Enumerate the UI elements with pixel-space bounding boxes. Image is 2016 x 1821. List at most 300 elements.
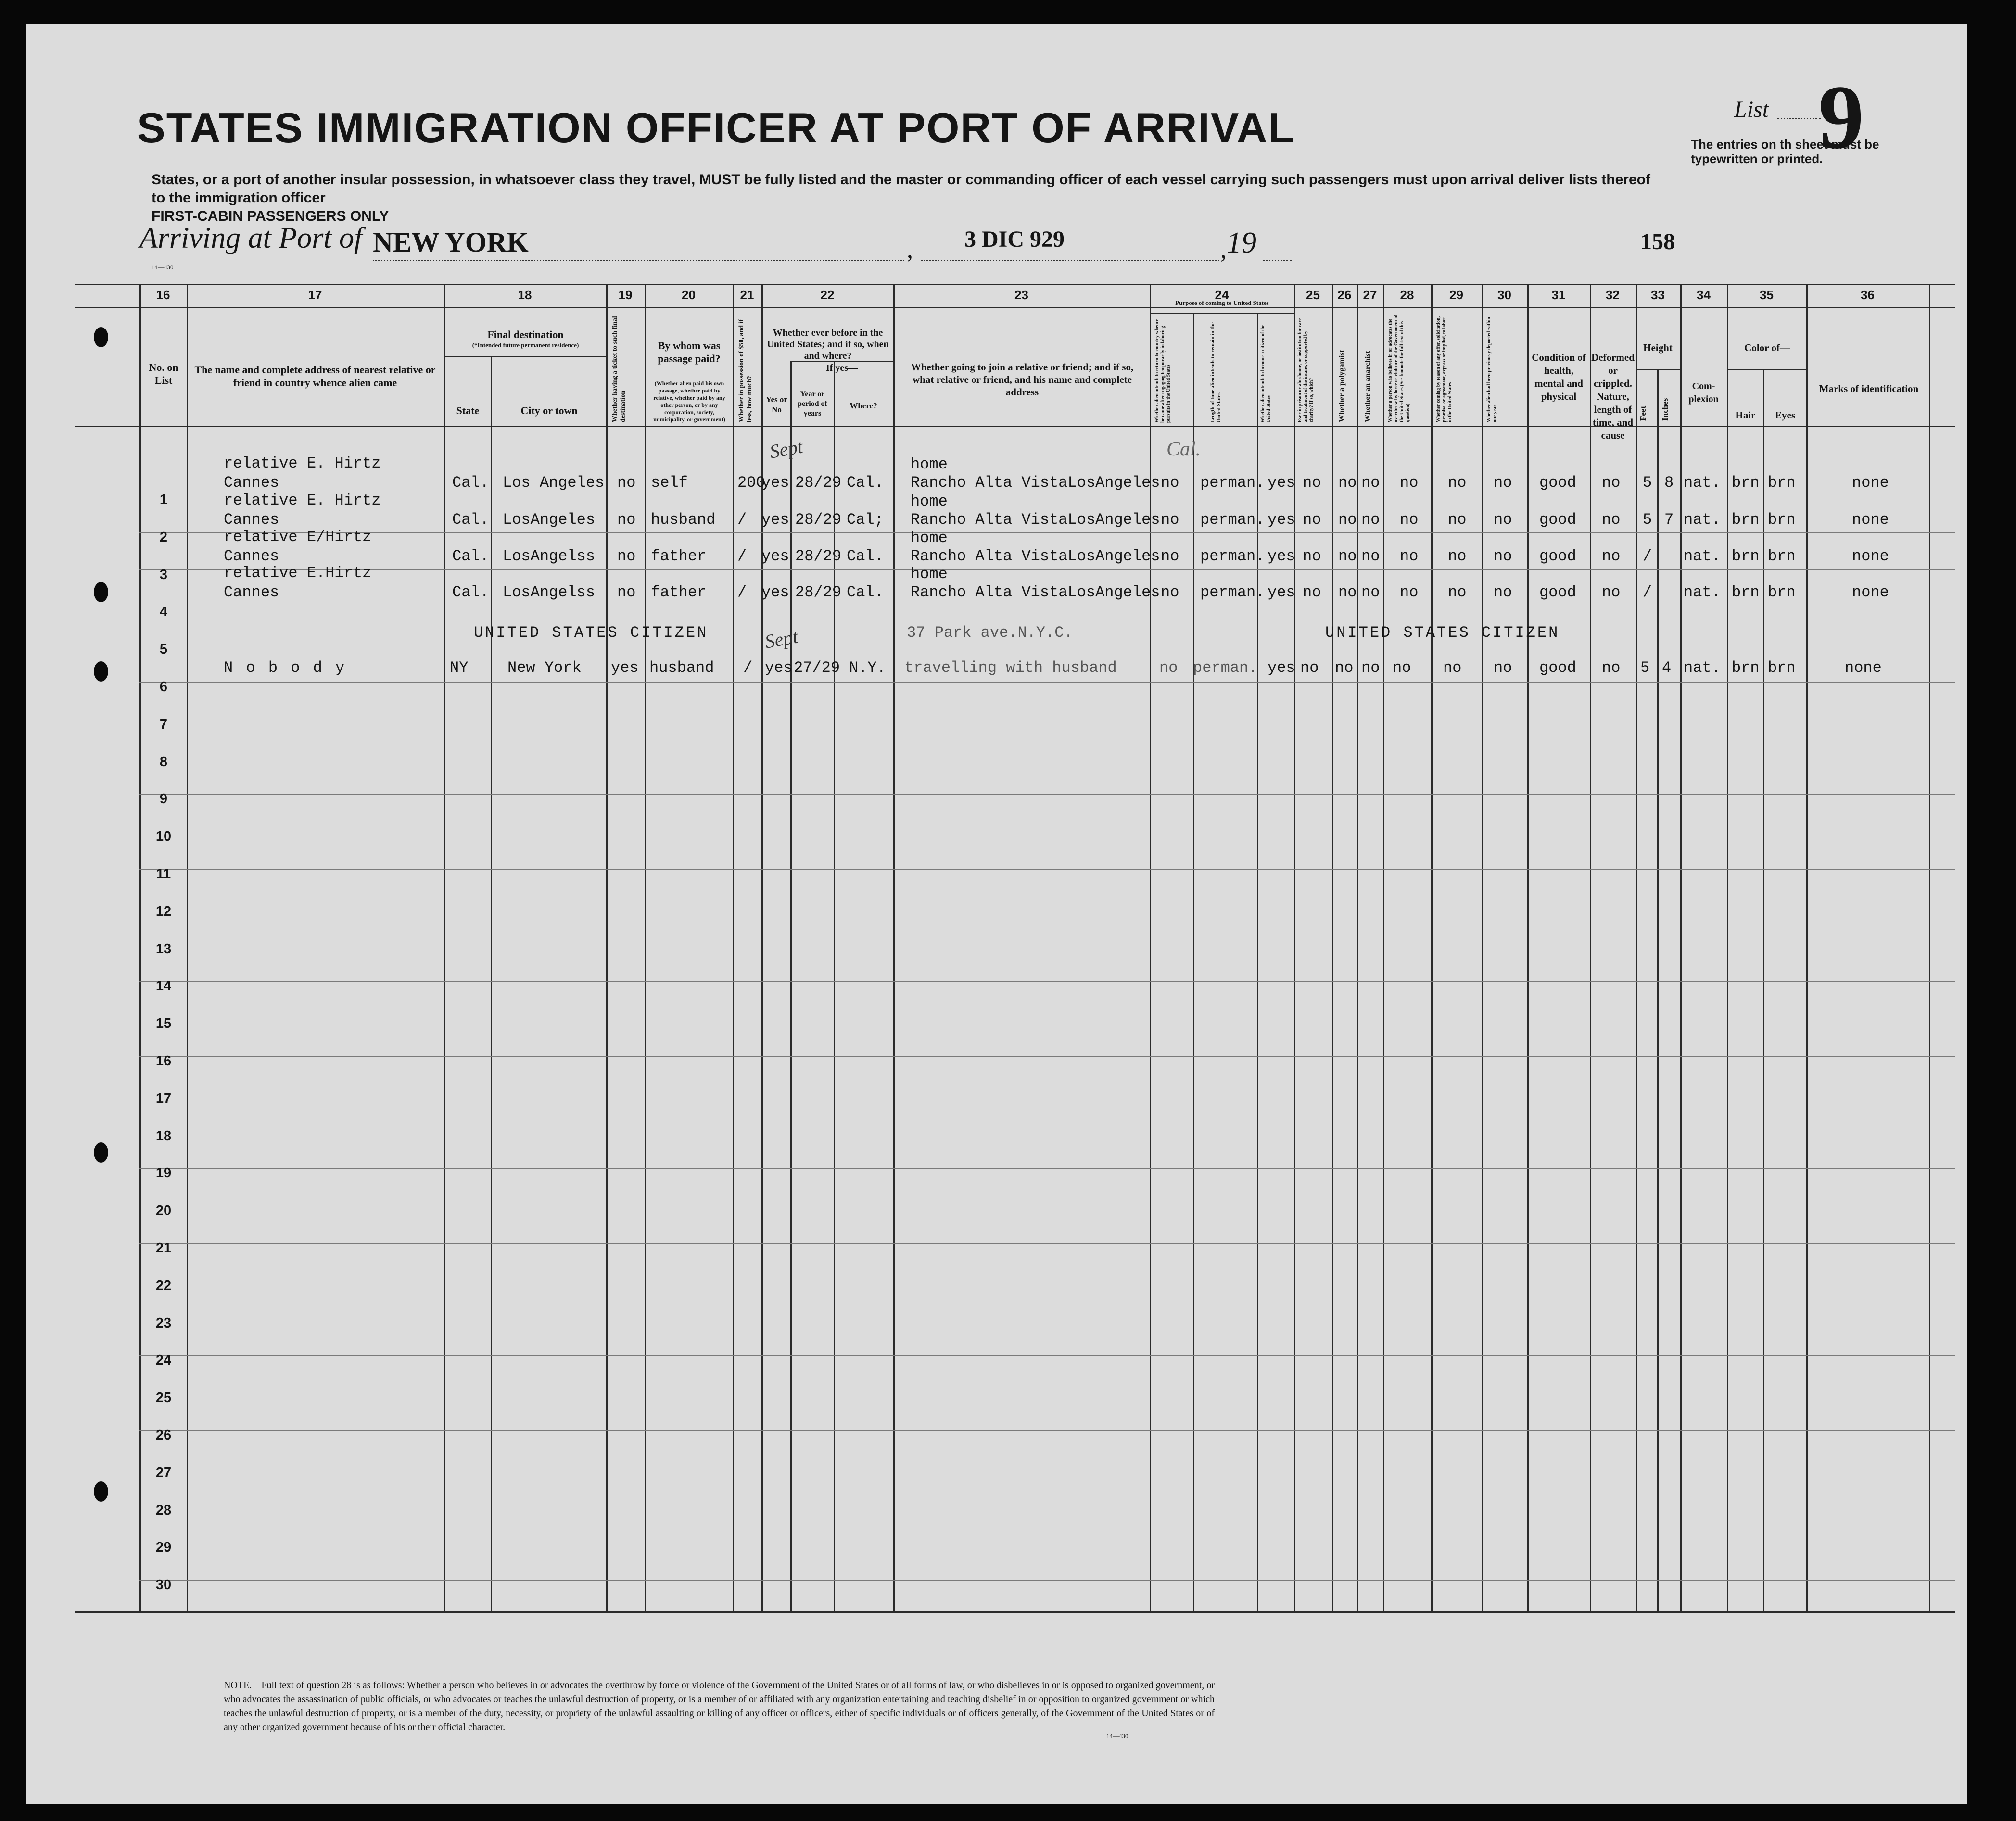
- header-height: Height: [1643, 342, 1673, 354]
- row6-inches: 4: [1662, 659, 1672, 677]
- column-number: 32: [1606, 288, 1620, 302]
- handwritten-cal: Cal.: [1166, 438, 1201, 460]
- header-feet-text: Feet: [1638, 405, 1648, 421]
- row1-passage: self: [651, 474, 688, 492]
- column-number: 18: [518, 288, 532, 302]
- row6-city: New York: [507, 659, 582, 677]
- row4-relative-2: Cannes: [224, 583, 279, 601]
- column-number: 31: [1551, 288, 1566, 302]
- row1-p-b: perman.: [1200, 474, 1265, 492]
- grid-line: [75, 1611, 1955, 1613]
- row1-anarchist: no: [1361, 474, 1380, 492]
- row1-polygamist: no: [1338, 474, 1357, 492]
- header-money-text: Whether in possession of $50, and if less, how much?: [738, 319, 753, 422]
- row3-marks: none: [1852, 547, 1889, 565]
- row2-eyes: brn: [1768, 511, 1796, 529]
- grid-line: [75, 284, 1955, 285]
- row1-q28: no: [1400, 474, 1419, 492]
- row1-feet: 5: [1643, 474, 1652, 492]
- row6-marks: none: [1845, 659, 1882, 677]
- row2-marks: none: [1852, 511, 1889, 529]
- row2-passage: husband: [651, 511, 716, 529]
- row3-relative-1: relative E/Hirtz: [224, 528, 372, 546]
- column-number: 29: [1449, 288, 1463, 302]
- row6-eyes: brn: [1768, 659, 1796, 677]
- row1-before: yes: [761, 474, 789, 492]
- row4-marks: none: [1852, 583, 1889, 601]
- row3-p-b: perman.: [1200, 547, 1265, 565]
- row1-year: 28/29: [795, 474, 842, 492]
- port-underline: [373, 260, 904, 261]
- row6-deformed: no: [1602, 659, 1621, 677]
- row-number: 11: [156, 866, 171, 882]
- row2-state: Cal.: [452, 511, 489, 529]
- header-before-us: Whether ever before in the United States; and if so, when and where?: [767, 328, 889, 361]
- header-purpose: Purpose of coming to United States: [1175, 299, 1269, 306]
- row-number: 1: [159, 492, 168, 507]
- header-q28-text: Whether a person who believes in or advocates the overthrow by force or violence of the Government of the United States (See footnote for full text of this question): [1388, 315, 1410, 422]
- row-number: 13: [155, 941, 172, 957]
- row2-feet: 5: [1643, 511, 1652, 529]
- row6-where: N.Y.: [849, 659, 886, 677]
- year-underline: [1263, 260, 1292, 261]
- header-nearest-relative: The name and complete address of nearest relative or friend in country whence alien came: [194, 364, 436, 389]
- row4-anarchist: no: [1361, 583, 1380, 601]
- row2-prison: no: [1303, 511, 1321, 529]
- row-line: [139, 1580, 1955, 1581]
- column-number: 22: [820, 288, 835, 302]
- row2-money: /: [737, 511, 747, 529]
- row1-complexion: nat.: [1684, 474, 1721, 492]
- row3-polygamist: no: [1338, 547, 1357, 565]
- row-number: 26: [155, 1428, 172, 1443]
- header-color-of: Color of—: [1744, 342, 1790, 354]
- header-purpose-a: [1154, 315, 1191, 425]
- header-feet: [1639, 373, 1656, 423]
- row1-where: Cal.: [847, 474, 884, 492]
- column-number: 17: [308, 288, 322, 302]
- row6-year: 27/29: [794, 659, 840, 677]
- row2-p-b: perman.: [1200, 511, 1265, 529]
- instructions-line-2: FIRST-CABIN PASSENGERS ONLY: [152, 208, 389, 224]
- grid-line: [1727, 369, 1806, 370]
- header-where: Where?: [850, 401, 877, 410]
- handwritten-sept-2: Sept: [763, 625, 800, 653]
- row2-year: 28/29: [795, 511, 842, 529]
- grid-line: [187, 284, 188, 1612]
- date-underline: [921, 260, 1219, 261]
- grid-line: [75, 426, 1955, 427]
- header-purpose-c-text: Whether alien intends to become a citizen of the United States: [1260, 324, 1271, 423]
- row4-join-2: Rancho Alta VistaLosAngeles: [911, 583, 1160, 601]
- header-join: Whether going to join a relative or friend; and if so, what relative or friend, and his name and complete address: [911, 361, 1134, 398]
- grid-line: [1257, 313, 1258, 1612]
- row4-state: Cal.: [452, 583, 489, 601]
- row4-q28: no: [1400, 583, 1419, 601]
- row4-hair: brn: [1732, 583, 1760, 601]
- row3-q28: no: [1400, 547, 1419, 565]
- binder-hole: [94, 1481, 108, 1502]
- column-number: 19: [618, 288, 633, 302]
- row-number: 10: [155, 829, 172, 844]
- row6-q28: no: [1393, 659, 1411, 677]
- header-no-on-list: No. on List: [149, 361, 178, 386]
- row1-p-a: no: [1161, 474, 1179, 492]
- row1-inches: 8: [1664, 474, 1674, 492]
- row3-money: /: [737, 547, 747, 565]
- header-yes-no: Yes or No: [766, 395, 787, 414]
- row2-before: yes: [761, 511, 789, 529]
- row-number: 8: [159, 754, 168, 770]
- grid-line: [606, 284, 608, 1612]
- row-line: [139, 794, 1955, 795]
- grid-line: [1929, 284, 1930, 1612]
- header-complexion: Com- plexion: [1688, 381, 1719, 405]
- header-ticket: [611, 313, 640, 426]
- row-number: 6: [159, 679, 168, 695]
- row1-city: Los Angeles: [503, 474, 605, 492]
- row2-polygamist: no: [1338, 511, 1357, 529]
- header-eyes: Eyes: [1775, 409, 1795, 421]
- grid-line: [1727, 284, 1728, 1612]
- row3-feet: /: [1643, 547, 1652, 565]
- row-number: 19: [155, 1165, 172, 1181]
- header-ticket-text: Whether having a ticket to such final destination: [611, 316, 627, 422]
- header-inches: [1661, 373, 1678, 423]
- row-number: 14: [155, 978, 172, 994]
- arrival-date-stamp: 3 DIC 929: [964, 227, 1065, 252]
- page-title: STATES IMMIGRATION OFFICER AT PORT OF ARRIVAL: [137, 104, 1295, 152]
- row2-q28: no: [1400, 511, 1419, 529]
- row3-complexion: nat.: [1684, 547, 1721, 565]
- header-health: Condition of health, mental and physical: [1532, 352, 1586, 402]
- row-number: 2: [159, 530, 168, 545]
- row-number: 20: [155, 1203, 172, 1218]
- header-money: [737, 313, 759, 426]
- header-polygamist: [1338, 313, 1355, 424]
- footer-note: NOTE.—Full text of question 28 is as follows: Whether a person who believes in or advocates the overthrow by force or violence of the Government of the United States or of all forms of law, or who disbelieves in or is opposed to organized government, or who advocates the assassination of public officials, or who advocates or teaches the unlawful destruction of property, or is a member of or affiliated with any organization entertaining and teaching disbelief in or opposition to organized government or which teaches the unlawful destruction of property, or is a member of the duty, necessity, or propriety of the unlawful assaulting or killing of any officer or officers, either of specific individuals or of officers generally, of the Government of the United States or of any other organized government because of his or their official character.: [224, 1680, 1215, 1732]
- column-number: 28: [1400, 288, 1414, 302]
- row5-citizen-right: UNITED STATES CITIZEN: [1325, 624, 1560, 642]
- row-number: 4: [159, 604, 168, 620]
- row1-q30: no: [1494, 474, 1512, 492]
- row1-deformed: no: [1602, 474, 1621, 492]
- row1-hair: brn: [1732, 474, 1760, 492]
- row3-hair: brn: [1732, 547, 1760, 565]
- row4-q29: no: [1448, 583, 1467, 601]
- row4-ticket: no: [617, 583, 636, 601]
- header-prison-text: Ever in prison or almshouse, or institution for care and treatment of the insane, or supported by charity? If so, which?: [1297, 318, 1314, 422]
- grid-line: [1636, 369, 1681, 370]
- row1-eyes: brn: [1768, 474, 1796, 492]
- header-marks: Marks of identification: [1819, 383, 1919, 394]
- row-line: [139, 569, 1955, 570]
- column-number: 26: [1337, 288, 1352, 302]
- header-q30: [1486, 313, 1525, 424]
- row4-year: 28/29: [795, 583, 842, 601]
- row4-city: LosAngelss: [503, 583, 596, 601]
- grid-line: [1482, 284, 1483, 1612]
- column-number: 30: [1497, 288, 1511, 302]
- header-q30-text: Whether alien had been previously deported within one year: [1486, 316, 1497, 422]
- row-line: [139, 1430, 1955, 1431]
- row3-join-2: Rancho Alta VistaLosAngeles: [911, 547, 1160, 565]
- row4-q30: no: [1494, 583, 1512, 601]
- row-number: 21: [155, 1240, 172, 1256]
- row1-relative-2: Cannes: [224, 474, 279, 492]
- arriving-label: Arriving at Port of: [139, 222, 363, 254]
- page-number: 158: [1640, 229, 1675, 254]
- grid-line: [1680, 284, 1682, 1612]
- grid-line: [1150, 313, 1294, 314]
- grid-line: [790, 361, 792, 1612]
- form-number: 14—430: [152, 264, 174, 271]
- row3-before: yes: [761, 547, 789, 565]
- grid-line: [1636, 284, 1637, 1612]
- row6-before: yes: [765, 659, 793, 677]
- header-state: State: [456, 405, 480, 417]
- column-number: 36: [1861, 288, 1875, 302]
- list-note: The entries on th sheet must be typewritten or printed.: [1691, 137, 1879, 166]
- row2-p-a: no: [1161, 511, 1179, 529]
- row5-citizen-left: UNITED STATES CITIZEN: [474, 624, 709, 642]
- binder-hole: [94, 582, 108, 602]
- row6-money: /: [743, 659, 753, 677]
- column-number: 25: [1306, 288, 1320, 302]
- binder-hole: [94, 661, 108, 682]
- header-anarchist: [1364, 313, 1381, 424]
- row2-relative-1: relative E. Hirtz: [224, 492, 381, 509]
- column-number: 23: [1014, 288, 1028, 302]
- row-line: [139, 532, 1955, 533]
- column-number: 21: [740, 288, 754, 302]
- row6-join: travelling with husband: [904, 659, 1117, 677]
- row6-ticket: yes: [611, 659, 639, 677]
- row6-q30: no: [1494, 659, 1512, 677]
- footer-form-number: 14—430: [1106, 1732, 1128, 1740]
- header-q29-text: Whether coming by reason of any offer, solicitation, promise, or agreement, express or implied, to labor in the United States: [1436, 316, 1453, 422]
- row4-deformed: no: [1602, 583, 1621, 601]
- header-year-period: Year or period of years: [798, 390, 827, 417]
- row2-inches: 7: [1664, 511, 1674, 529]
- row-line: [139, 1355, 1955, 1356]
- row-number: 17: [155, 1091, 172, 1106]
- row1-state: Cal.: [452, 474, 489, 492]
- header-passage-sub: (Whether alien paid his own passage, whether paid by relative, whether paid by any other person, or by any corporation, society, municipality, or government): [653, 380, 725, 423]
- row1-join-1: home: [911, 455, 948, 473]
- column-number: 27: [1363, 288, 1377, 302]
- row1-join-2: Rancho Alta VistaLosAngeles: [911, 474, 1160, 492]
- instructions-line-1: States, or a port of another insular possession, in whatsoever class they travel, MUST be fully listed and the master or commanding officer of each vessel carrying such passengers must upon arrival deliver lists thereof to the immigration officer: [152, 172, 1650, 206]
- instructions: [152, 171, 1667, 226]
- row3-ticket: no: [617, 547, 636, 565]
- row4-where: Cal.: [847, 583, 884, 601]
- row-number: 9: [159, 791, 168, 807]
- row1-q29: no: [1448, 474, 1467, 492]
- row2-city: LosAngeles: [503, 511, 596, 529]
- binder-hole: [94, 327, 108, 347]
- row4-prison: no: [1303, 583, 1321, 601]
- row6-hair: brn: [1732, 659, 1760, 677]
- header-final-destination: Final destination: [487, 329, 564, 341]
- grid-line: [1357, 284, 1358, 1612]
- row2-deformed: no: [1602, 511, 1621, 529]
- column-number: 35: [1760, 288, 1774, 302]
- row2-complexion: nat.: [1684, 511, 1721, 529]
- row4-join-1: home: [911, 565, 948, 583]
- row-number: 22: [155, 1278, 172, 1293]
- header-purpose-b: [1210, 315, 1248, 425]
- row1-health: good: [1539, 474, 1576, 492]
- row2-hair: brn: [1732, 511, 1760, 529]
- grid-line: [1806, 284, 1808, 1612]
- header-q29: [1436, 313, 1479, 424]
- row3-join-1: home: [911, 529, 948, 547]
- column-number: 20: [682, 288, 696, 302]
- row4-passage: father: [651, 583, 707, 601]
- row2-anarchist: no: [1361, 511, 1380, 529]
- row-line: [139, 1243, 1955, 1244]
- manifest-sheet: [26, 24, 1967, 1804]
- header-purpose-c: [1260, 315, 1292, 425]
- header-if-yes: If yes—: [825, 363, 858, 373]
- header-city: City or town: [520, 405, 578, 417]
- row5-address: 37 Park ave.N.Y.C.: [907, 624, 1073, 642]
- row-line: [139, 869, 1955, 870]
- grid-line: [893, 284, 895, 1612]
- comma-2: ,: [1220, 236, 1227, 264]
- column-number: 33: [1651, 288, 1665, 302]
- row-number: 29: [155, 1540, 172, 1555]
- row6-purpose-a: no: [1159, 659, 1178, 677]
- row1-ticket: no: [617, 474, 636, 492]
- row6-purpose-c: yes: [1268, 659, 1295, 677]
- row4-polygamist: no: [1338, 583, 1357, 601]
- grid-line: [1657, 370, 1659, 1612]
- handwritten-sept-1: Sept: [768, 435, 805, 463]
- header-polygamist-text: Whether a polygamist: [1338, 350, 1346, 422]
- header-purpose-b-text: Length of time alien intends to remain in the United States: [1210, 322, 1222, 423]
- row-number: 25: [155, 1390, 172, 1405]
- grid-line: [1431, 284, 1433, 1612]
- row-number: 30: [155, 1577, 172, 1593]
- header-purpose-a-text: Whether alien intends to return to country whence he came after engaging temporarily in laboring pursuits in the United States: [1154, 318, 1171, 423]
- row2-q30: no: [1494, 511, 1512, 529]
- row-line: [139, 682, 1955, 683]
- grid-line: [645, 284, 646, 1612]
- row3-passage: father: [651, 547, 707, 565]
- row6-relative: N o b o d y: [224, 659, 347, 677]
- row4-feet: /: [1643, 583, 1652, 601]
- year-prefix: 19: [1227, 227, 1256, 259]
- header-final-destination-sub: (*Intended future permanent residence): [472, 341, 579, 349]
- row3-relative-2: Cannes: [224, 547, 279, 565]
- row1-relative-1: relative E. Hirtz: [224, 455, 381, 472]
- row6-q29: no: [1443, 659, 1462, 677]
- port-of-arrival: NEW YORK: [373, 227, 529, 258]
- list-number: 9: [1818, 67, 1864, 168]
- column-number: 24: [1215, 288, 1229, 302]
- grid-line: [1193, 313, 1194, 1612]
- binder-hole: [94, 1142, 108, 1163]
- grid-line: [1332, 284, 1333, 1612]
- row-number: 12: [155, 904, 172, 919]
- row4-health: good: [1539, 583, 1576, 601]
- row6-purpose-b: perman.: [1193, 659, 1258, 677]
- row4-eyes: brn: [1768, 583, 1796, 601]
- row2-p-c: yes: [1268, 511, 1295, 529]
- row3-q29: no: [1448, 547, 1467, 565]
- list-label: List: [1734, 97, 1769, 122]
- row1-p-c: yes: [1268, 474, 1295, 492]
- row3-p-c: yes: [1268, 547, 1295, 565]
- row-line: [139, 981, 1955, 982]
- grid-line: [1383, 284, 1384, 1612]
- row3-where: Cal.: [847, 547, 884, 565]
- grid-line: [139, 284, 141, 1612]
- row1-marks: none: [1852, 474, 1889, 492]
- row-line: [139, 1168, 1955, 1169]
- header-hair: Hair: [1735, 409, 1756, 421]
- row2-ticket: no: [617, 511, 636, 529]
- header-deformed: Deformed or crippled. Nature, length of time, and cause: [1591, 352, 1635, 441]
- header-q28: [1388, 313, 1429, 424]
- row3-year: 28/29: [795, 547, 842, 565]
- header-anarchist-text: Whether an anarchist: [1364, 351, 1372, 422]
- row6-state: NY: [450, 659, 469, 677]
- row4-before: yes: [761, 583, 789, 601]
- grid-line: [1763, 370, 1764, 1612]
- row1-money: 200: [737, 474, 765, 492]
- row3-p-a: no: [1161, 547, 1179, 565]
- row1-prison: no: [1303, 474, 1321, 492]
- row4-money: /: [737, 583, 747, 601]
- row4-p-b: perman.: [1200, 583, 1265, 601]
- row6-anarchist: no: [1361, 659, 1380, 677]
- row3-q30: no: [1494, 547, 1512, 565]
- grid-line: [733, 284, 734, 1612]
- column-number: 16: [156, 288, 170, 302]
- grid-line: [75, 307, 1955, 308]
- row4-p-c: yes: [1268, 583, 1295, 601]
- row-number: 16: [155, 1053, 172, 1069]
- row6-polygamist: no: [1335, 659, 1354, 677]
- header-passage: By whom was passage paid?: [658, 340, 721, 365]
- row4-complexion: nat.: [1684, 583, 1721, 601]
- row-number: 28: [155, 1503, 172, 1518]
- row-number: 3: [159, 567, 168, 582]
- row3-prison: no: [1303, 547, 1321, 565]
- row2-where: Cal;: [847, 511, 884, 529]
- grid-line: [491, 356, 492, 1612]
- grid-line: [444, 284, 445, 1612]
- row6-prison: no: [1300, 659, 1319, 677]
- row-number: 5: [159, 642, 168, 657]
- header-inches-text: Inches: [1661, 398, 1670, 421]
- row2-health: good: [1539, 511, 1576, 529]
- list-underline: [1777, 118, 1821, 119]
- row6-passage: husband: [649, 659, 714, 677]
- row-number: 24: [155, 1353, 172, 1368]
- grid-line: [1527, 284, 1529, 1612]
- grid-line: [444, 356, 607, 357]
- comma-1: ,: [907, 236, 913, 264]
- column-number: 34: [1697, 288, 1711, 302]
- row3-anarchist: no: [1361, 547, 1380, 565]
- row6-feet: 5: [1640, 659, 1650, 677]
- row3-health: good: [1539, 547, 1576, 565]
- row3-eyes: brn: [1768, 547, 1796, 565]
